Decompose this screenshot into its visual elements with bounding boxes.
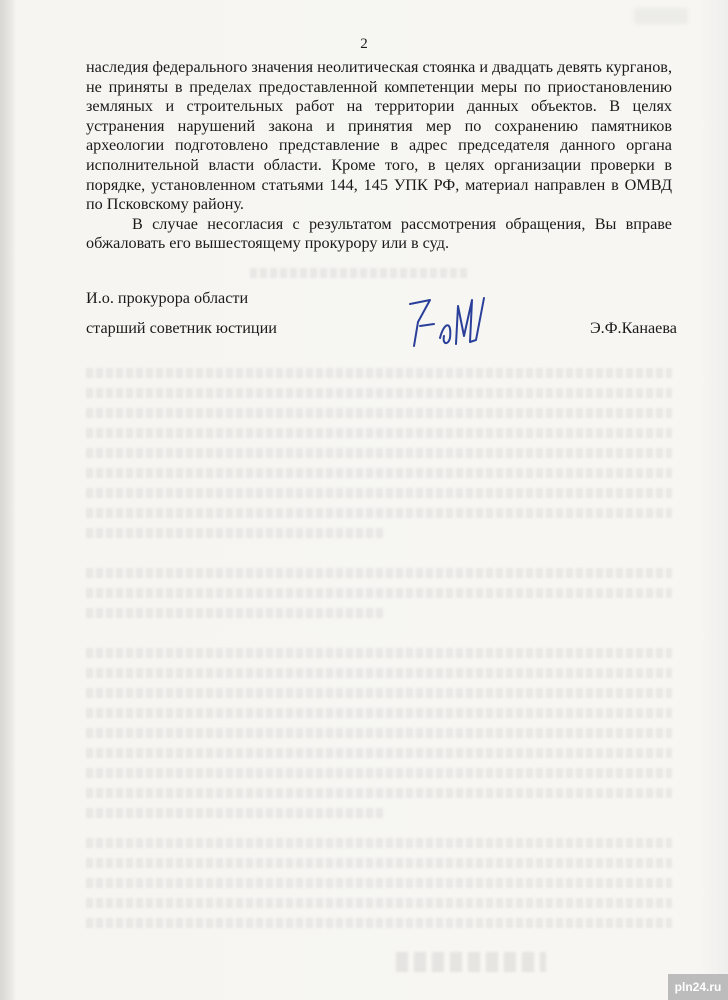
bleed-through-text <box>86 648 672 658</box>
signatory-name: Э.Ф.Канаева <box>590 319 677 337</box>
bleed-through-text <box>86 488 672 498</box>
bleed-through-text <box>86 468 672 478</box>
bleed-through-text <box>86 858 672 868</box>
bleed-through-text <box>86 898 672 908</box>
bleed-through-text <box>86 728 672 738</box>
bleed-through-text <box>86 918 672 928</box>
bleed-through-text <box>86 588 672 598</box>
site-watermark: pln24.ru <box>668 974 728 1000</box>
bleed-through-text <box>86 368 672 378</box>
bleed-through-text <box>86 708 672 718</box>
scan-edge-shadow <box>0 0 16 1000</box>
bleed-through-text <box>86 808 386 818</box>
paragraph-appeal-notice: В случае несогласия с результатом рассмотрения обращения, Вы вправе обжаловать его вышестоящему прокурору или в суд. <box>86 214 672 253</box>
handwritten-signature <box>400 292 490 352</box>
faded-corner-mark <box>634 8 688 24</box>
page-number: 2 <box>360 36 368 52</box>
bleed-through-text <box>86 878 672 888</box>
bleed-through-text <box>86 528 386 538</box>
bleed-through-text <box>86 388 672 398</box>
bleed-through-text <box>86 428 672 438</box>
bleed-through-text <box>86 568 672 578</box>
signatory-rank: старший советник юстиции <box>86 319 277 337</box>
bleed-through-text <box>86 608 386 618</box>
letter-body <box>86 58 672 254</box>
bleed-through-text <box>86 768 672 778</box>
paragraph-continued: наследия федерального значения неолитическая стоянка и двадцать девять курганов, не приняты в пределах предоставленной компетенции меры по приостановлению земляных и строительных работ на территории данных объектов. В целях устранения нарушений закона и принятия мер по сохранению памятников археологии подготовлено представление в адрес председателя данного органа исполнительной власти области. Кроме того, в целях организации проверки в порядке, установленном статьями 144, 145 УПК РФ, материал направлен в ОМВД по Псковскому району. <box>86 58 672 214</box>
bleed-through-text <box>86 838 672 848</box>
bleed-through-text <box>250 268 470 278</box>
bleed-through-text <box>86 688 672 698</box>
bleed-through-text <box>86 748 672 758</box>
bleed-through-text <box>86 448 672 458</box>
faded-document-number-mark <box>396 952 546 972</box>
signatory-position: И.о. прокурора области <box>86 289 249 307</box>
bleed-through-text <box>86 668 672 678</box>
bleed-through-text <box>86 788 672 798</box>
bleed-through-text <box>86 408 672 418</box>
bleed-through-text <box>86 508 672 518</box>
